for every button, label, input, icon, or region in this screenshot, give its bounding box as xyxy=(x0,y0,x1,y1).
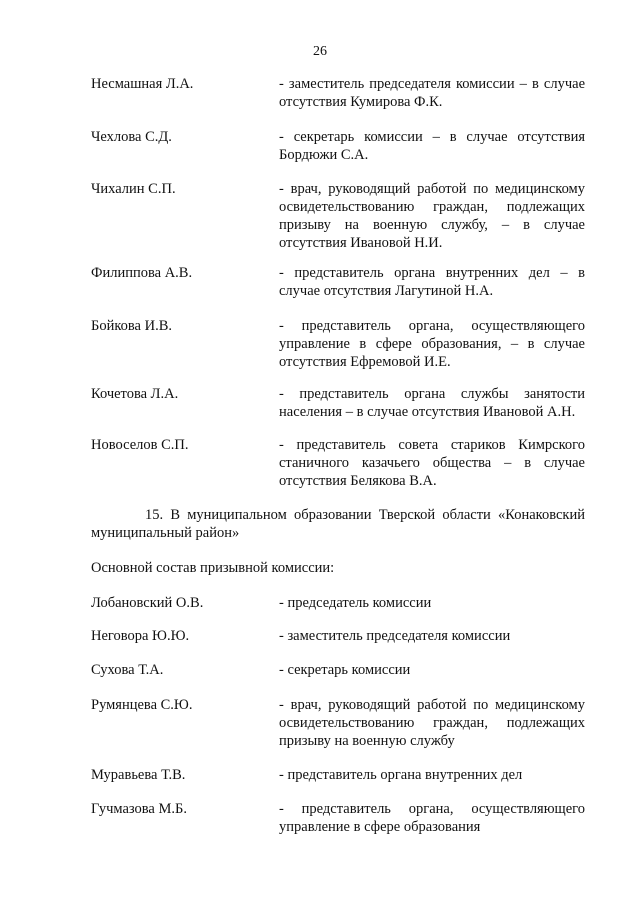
member-name: Чехлова С.Д. xyxy=(91,129,172,145)
member-role: - заместитель председателя комиссии xyxy=(279,628,511,644)
member-role: - врач, руководящий работой по медицинскому освидетельствованию граждан, подлежащих призыву на военную службу, – в случае отсутствия Ивановой Н.И. xyxy=(279,181,585,251)
member-name: Бойкова И.В. xyxy=(91,318,173,334)
member-role: - представитель органа службы занятости населения – в случае отсутствия Ивановой А.Н. xyxy=(279,386,585,420)
member-role: - представитель совета стариков Кимрского станичного казачьего общества – в случае отсутствия Белякова В.А. xyxy=(279,437,585,489)
member-name: Филиппова А.В. xyxy=(91,265,193,281)
member-name: Новоселов С.П. xyxy=(91,437,189,453)
member-role: - секретарь комиссии xyxy=(279,662,411,678)
main-composition-label: Основной состав призывной комиссии: xyxy=(91,560,335,576)
member-name: Лобановский О.В. xyxy=(91,595,204,611)
member-name: Чихалин С.П. xyxy=(91,181,176,197)
member-role: - представитель органа внутренних дел – в случае отсутствия Лагутиной Н.А. xyxy=(279,265,585,299)
member-name: Гучмазова М.Б. xyxy=(91,801,187,817)
member-name: Несмашная Л.А. xyxy=(91,76,194,92)
member-name: Кочетова Л.А. xyxy=(91,386,179,402)
member-role: - врач, руководящий работой по медицинскому освидетельствованию граждан, подлежащих призыву на военную службу xyxy=(279,697,585,749)
section-heading: 15. В муниципальном образовании Тверской области «Конаковский муниципальный район» xyxy=(91,507,585,541)
member-name: Неговора Ю.Ю. xyxy=(91,628,190,644)
member-role: - представитель органа, осуществляющего управление в сфере образования, – в случае отсутствия Ефремовой И.Е. xyxy=(279,318,585,370)
member-role: - заместитель председателя комиссии – в случае отсутствия Кумирова Ф.К. xyxy=(279,76,585,110)
member-name: Сухова Т.А. xyxy=(91,662,164,678)
page-number: 26 xyxy=(313,44,327,59)
member-role: - представитель органа внутренних дел xyxy=(279,767,523,783)
member-role: - председатель комиссии xyxy=(279,595,432,611)
member-role: - представитель органа, осуществляющего управление в сфере образования xyxy=(279,801,585,835)
member-name: Румянцева С.Ю. xyxy=(91,697,193,713)
member-name: Муравьева Т.В. xyxy=(91,767,186,783)
member-role: - секретарь комиссии – в случае отсутствия Бордюжи С.А. xyxy=(279,129,585,163)
